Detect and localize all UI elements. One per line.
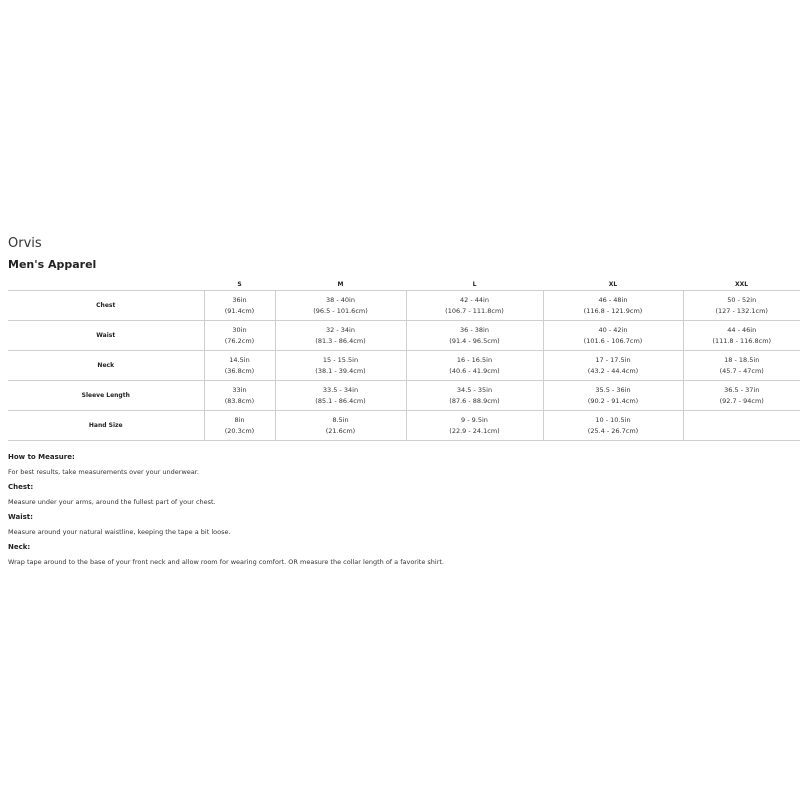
inch-value: 36.5 - 37in — [724, 385, 760, 394]
cm-value: (96.5 - 101.6cm) — [313, 306, 368, 315]
cm-value: (20.3cm) — [224, 426, 255, 435]
inch-value: 36 - 38in — [460, 325, 489, 334]
table-cell — [683, 351, 800, 381]
inch-value: 42 - 44in — [460, 295, 489, 304]
measure-guide — [8, 450, 788, 570]
row-label-chest: Chest — [8, 291, 204, 321]
table-cell — [204, 321, 275, 351]
table-cell — [406, 351, 543, 381]
inch-value: 8in — [234, 415, 245, 424]
table-cell — [406, 291, 543, 321]
row-label-hand-size: Hand Size — [8, 411, 204, 441]
table-row — [8, 381, 800, 411]
table-cell — [543, 291, 683, 321]
table-cell — [543, 411, 683, 441]
table-cell — [275, 351, 406, 381]
table-cell-empty — [683, 411, 800, 441]
inch-value: 38 - 40in — [326, 295, 355, 304]
page-title: Men's Apparel — [8, 258, 97, 271]
table-cell — [204, 381, 275, 411]
header-blank — [8, 279, 204, 291]
inch-value: 32 - 34in — [326, 325, 355, 334]
waist-text: Measure around your natural waistline, keeping the tape a bit loose. — [8, 528, 231, 536]
cm-value: (91.4 - 96.5cm) — [449, 336, 500, 345]
cm-value: (87.6 - 88.9cm) — [449, 396, 500, 405]
neck-heading: Neck: — [8, 543, 31, 551]
inch-value: 16 - 16.5in — [456, 355, 493, 364]
table-header-row — [8, 279, 800, 291]
table-cell — [406, 321, 543, 351]
cm-value: (91.4cm) — [224, 306, 255, 315]
table-cell — [543, 321, 683, 351]
cm-value: (38.1 - 39.4cm) — [315, 366, 366, 375]
header-size-l: L — [406, 279, 543, 291]
inch-value: 35.5 - 36in — [595, 385, 631, 394]
cm-value: (21.6cm) — [325, 426, 356, 435]
cm-value: (111.8 - 116.8cm) — [712, 336, 772, 345]
inch-value: 33in — [232, 385, 247, 394]
table-row — [8, 291, 800, 321]
cm-value: (81.3 - 86.4cm) — [315, 336, 366, 345]
table-cell — [204, 351, 275, 381]
table-cell — [204, 291, 275, 321]
header-size-xl: XL — [543, 279, 683, 291]
table-cell — [683, 321, 800, 351]
cm-value: (43.2 - 44.4cm) — [587, 366, 639, 375]
cm-value: (83.8cm) — [224, 396, 255, 405]
inch-value: 9 - 9.5in — [461, 415, 488, 424]
cm-value: (36.8cm) — [224, 366, 255, 375]
inch-value: 8.5in — [332, 415, 349, 424]
table-cell — [275, 411, 406, 441]
inch-value: 10 - 10.5in — [595, 415, 631, 424]
chest-text: Measure under your arms, around the fullest part of your chest. — [8, 498, 216, 506]
cm-value: (116.8 - 121.9cm) — [583, 306, 643, 315]
cm-value: (40.6 - 41.9cm) — [449, 366, 500, 375]
cm-value: (127 - 132.1cm) — [715, 306, 768, 315]
inch-value: 40 - 42in — [598, 325, 628, 334]
cm-value: (25.4 - 26.7cm) — [587, 426, 639, 435]
inch-value: 15 - 15.5in — [322, 355, 359, 364]
table-cell — [275, 381, 406, 411]
cm-value: (45.7 - 47cm) — [719, 366, 764, 375]
cm-value: (85.1 - 86.4cm) — [315, 396, 366, 405]
cm-value: (101.6 - 106.7cm) — [583, 336, 643, 345]
header-size-xxl: XXL — [683, 279, 800, 291]
size-table — [8, 279, 800, 441]
cm-value: (92.7 - 94cm) — [719, 396, 764, 405]
table-cell — [683, 381, 800, 411]
how-to-measure-text: For best results, take measurements over your underwear. — [8, 468, 199, 476]
neck-text: Wrap tape around to the base of your front neck and allow room for wearing comfort. OR measure the collar length of a favorite shirt. — [8, 558, 444, 566]
cm-value: (106.7 - 111.8cm) — [445, 306, 504, 315]
inch-value: 36in — [232, 295, 247, 304]
inch-value: 14.5in — [229, 355, 250, 364]
cm-value: (76.2cm) — [224, 336, 255, 345]
table-cell — [406, 381, 543, 411]
inch-value: 44 - 46in — [727, 325, 757, 334]
table-cell — [275, 291, 406, 321]
row-label-neck: Neck — [8, 351, 204, 381]
table-cell — [406, 411, 543, 441]
how-to-measure-heading: How to Measure: — [8, 453, 75, 461]
table-cell — [204, 411, 275, 441]
table-cell — [543, 381, 683, 411]
inch-value: 17 - 17.5in — [595, 355, 631, 364]
header-size-s: S — [204, 279, 275, 291]
inch-value: 30in — [232, 325, 247, 334]
cm-value: (90.2 - 91.4cm) — [587, 396, 639, 405]
brand-name: Orvis — [8, 236, 42, 251]
inch-value: 50 - 52in — [727, 295, 757, 304]
table-row — [8, 351, 800, 381]
table-row — [8, 411, 800, 441]
table-cell — [543, 351, 683, 381]
inch-value: 18 - 18.5in — [724, 355, 760, 364]
row-label-waist: Waist — [8, 321, 204, 351]
inch-value: 46 - 48in — [598, 295, 628, 304]
header-size-m: M — [275, 279, 406, 291]
chest-heading: Chest: — [8, 483, 34, 491]
table-cell — [683, 291, 800, 321]
inch-value: 33.5 - 34in — [322, 385, 359, 394]
table-row — [8, 321, 800, 351]
inch-value: 34.5 - 35in — [456, 385, 493, 394]
table-cell — [275, 321, 406, 351]
row-label-sleeve-length: Sleeve Length — [8, 381, 204, 411]
waist-heading: Waist: — [8, 513, 33, 521]
cm-value: (22.9 - 24.1cm) — [449, 426, 500, 435]
